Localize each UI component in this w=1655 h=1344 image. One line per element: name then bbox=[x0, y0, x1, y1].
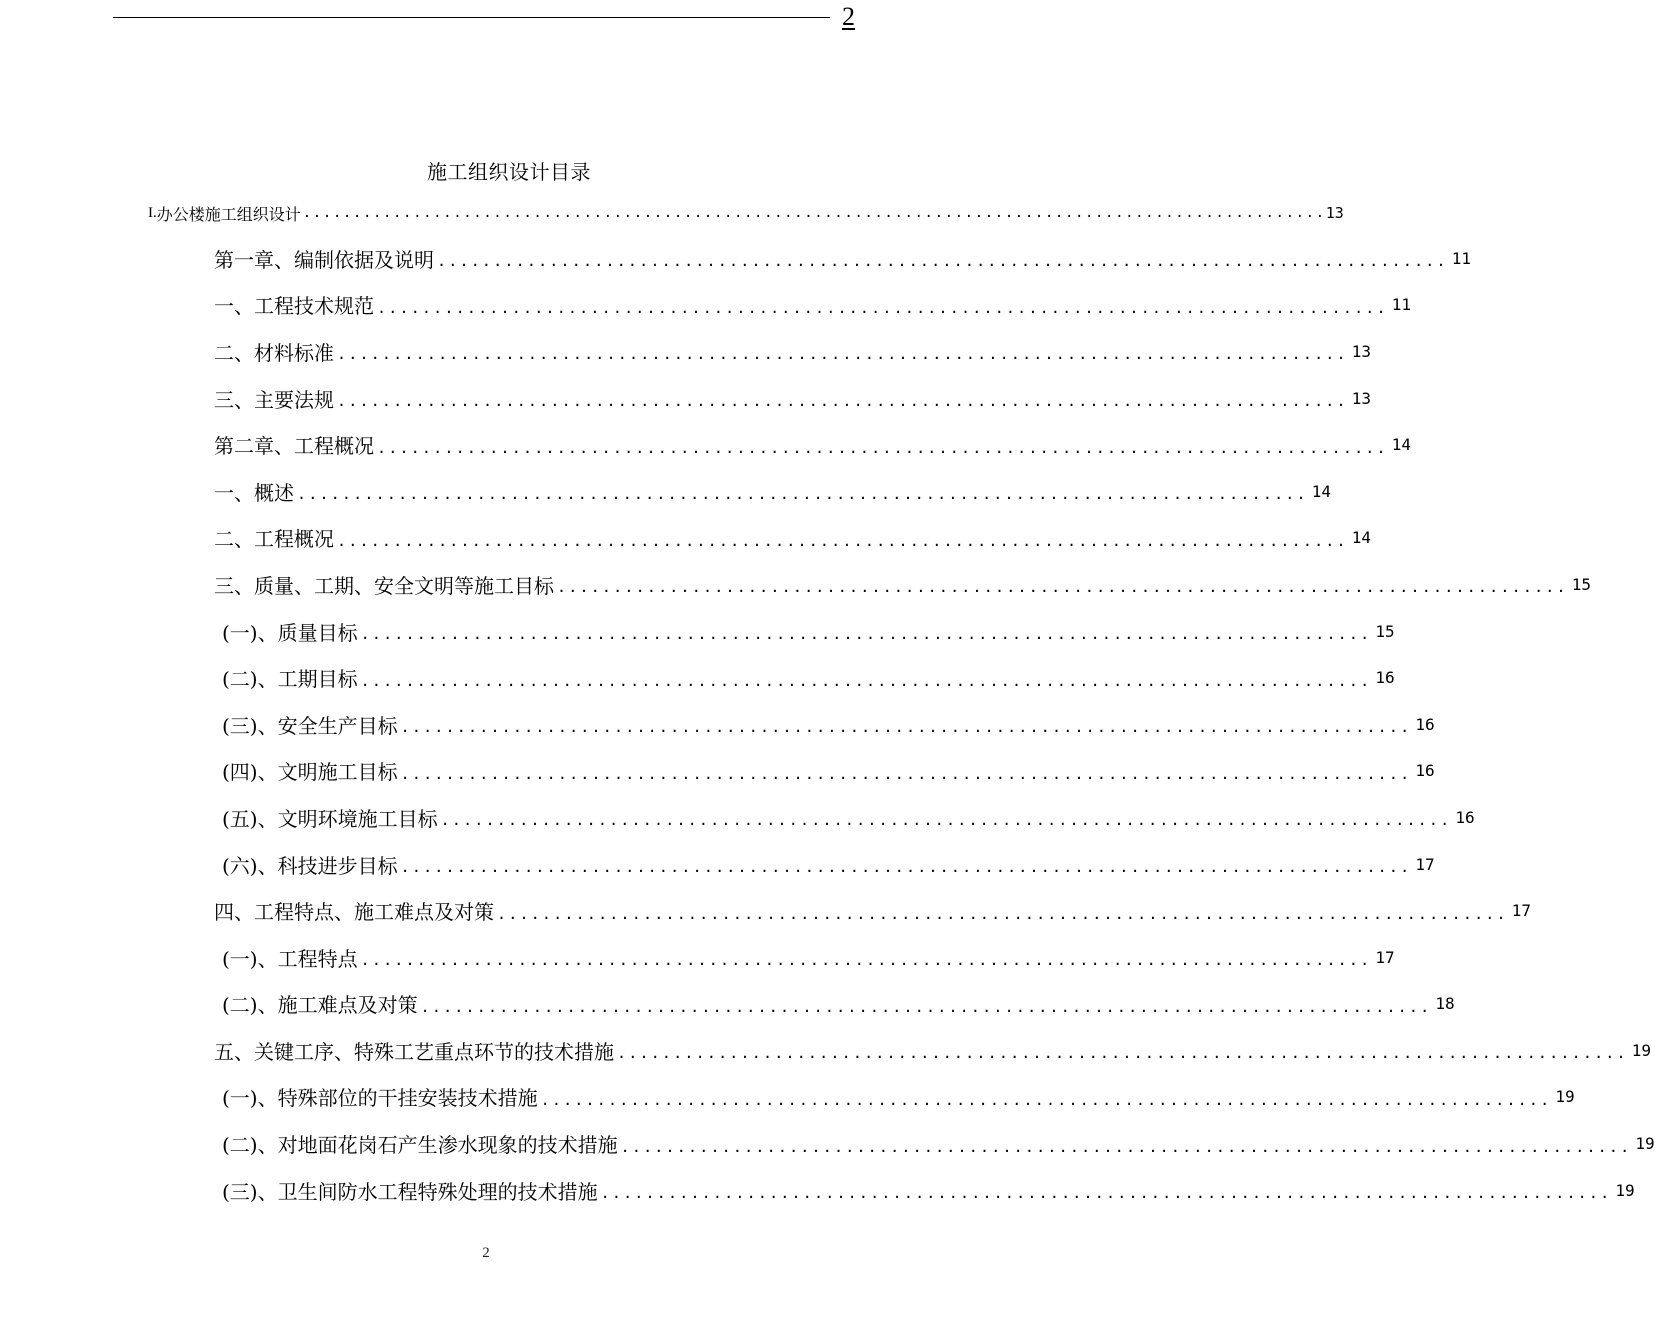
toc-leader-dots: .......................................................................................... bbox=[360, 625, 1372, 644]
toc-entry-label: (二)、工期目标 bbox=[222, 667, 358, 692]
toc-entry-label: 二、材料标准 bbox=[214, 340, 334, 365]
toc-leader-dots: .......................................................................................... bbox=[600, 1184, 1612, 1203]
toc-leader-dots: .......................................................................................... bbox=[337, 392, 1348, 411]
toc-entry-page: 16 bbox=[1415, 714, 1435, 734]
toc-top-entry[interactable] bbox=[148, 201, 1344, 225]
document-title: 施工组织设计目录 bbox=[427, 160, 591, 184]
toc-entry-page: 17 bbox=[1375, 947, 1395, 967]
toc-entry-page: 16 bbox=[1415, 761, 1435, 781]
toc-entry[interactable] bbox=[214, 701, 1435, 748]
toc-entry[interactable] bbox=[214, 934, 1395, 981]
toc-leader-dots: .......................................................................................... bbox=[617, 1044, 1628, 1063]
toc-entry[interactable] bbox=[214, 1167, 1635, 1214]
toc-entry-page: 19 bbox=[1555, 1087, 1575, 1107]
toc-entry[interactable] bbox=[214, 375, 1372, 422]
toc-leader-dots: ...................................................................................................... bbox=[302, 205, 1326, 221]
toc-leader-dots: .......................................................................................... bbox=[400, 858, 1412, 877]
toc-leader-dots: .......................................................................................... bbox=[620, 1137, 1632, 1156]
toc-top-page: 13 bbox=[1325, 204, 1344, 222]
toc-entry[interactable] bbox=[214, 887, 1532, 934]
toc-leader-dots: .......................................................................................... bbox=[360, 951, 1372, 970]
toc-entry-label: (四)、文明施工目标 bbox=[222, 760, 398, 785]
toc-leader-dots: .......................................................................................... bbox=[557, 578, 1568, 597]
toc-entry-label: (三)、安全生产目标 bbox=[222, 713, 398, 738]
toc-entry-page: 14 bbox=[1391, 435, 1412, 455]
toc-entry-page: 11 bbox=[1451, 248, 1472, 268]
toc-entry[interactable] bbox=[214, 748, 1435, 795]
toc-leader-dots: .......................................................................................... bbox=[377, 438, 1388, 457]
toc-leader-dots: .......................................................................................... bbox=[420, 997, 1432, 1016]
toc-entry-label: 二、工程概况 bbox=[214, 527, 334, 552]
toc-entry-page: 19 bbox=[1631, 1040, 1652, 1060]
toc-leader-dots: .......................................................................................... bbox=[337, 345, 1348, 364]
toc-entry[interactable] bbox=[214, 608, 1395, 655]
toc-entry-label: (二)、对地面花岗石产生渗水现象的技术措施 bbox=[222, 1133, 618, 1158]
toc-entry[interactable] bbox=[214, 1027, 1652, 1074]
toc-entry-page: 17 bbox=[1511, 901, 1532, 921]
footer-page-number: 2 bbox=[482, 1245, 490, 1261]
toc-entry-label: 三、质量、工期、安全文明等施工目标 bbox=[214, 573, 554, 598]
toc-entry[interactable] bbox=[214, 561, 1592, 608]
header-page-number: 2 bbox=[842, 2, 855, 31]
toc-leader-dots: .......................................................................................... bbox=[360, 671, 1372, 690]
toc-entry[interactable] bbox=[214, 235, 1472, 282]
toc-entry-label: 一、工程技术规范 bbox=[214, 294, 374, 319]
toc-entry-page: 19 bbox=[1635, 1134, 1655, 1154]
toc-entry-page: 14 bbox=[1311, 481, 1332, 501]
toc-entry-page: 15 bbox=[1375, 621, 1395, 641]
toc-leader-dots: .......................................................................................... bbox=[540, 1090, 1552, 1109]
toc-entry-label: 一、概述 bbox=[214, 480, 294, 505]
toc-entry-page: 13 bbox=[1351, 388, 1372, 408]
toc-entry[interactable] bbox=[214, 1074, 1575, 1121]
toc-entry[interactable] bbox=[214, 841, 1435, 888]
toc-leader-dots: .......................................................................................... bbox=[497, 904, 1508, 923]
toc-top-number: I. bbox=[148, 204, 157, 221]
toc-top-label: 办公楼施工组织设计 bbox=[156, 204, 301, 224]
toc-leader-dots: .......................................................................................... bbox=[400, 718, 1412, 737]
toc-entry-page: 19 bbox=[1615, 1180, 1635, 1200]
toc-entry-page: 17 bbox=[1415, 854, 1435, 874]
toc-entry-page: 15 bbox=[1571, 574, 1592, 594]
toc-entry-label: (二)、施工难点及对策 bbox=[222, 993, 418, 1018]
toc-entry-page: 16 bbox=[1375, 668, 1395, 688]
toc-entry[interactable] bbox=[214, 654, 1395, 701]
toc-entry-label: (三)、卫生间防水工程特殊处理的技术措施 bbox=[222, 1179, 598, 1204]
toc-leader-dots: .......................................................................................... bbox=[400, 764, 1412, 783]
toc-entry-label: (六)、科技进步目标 bbox=[222, 853, 398, 878]
toc-entry-label: 第二章、工程概况 bbox=[214, 434, 374, 459]
toc-entry[interactable] bbox=[214, 328, 1372, 375]
toc-entry[interactable] bbox=[214, 468, 1332, 515]
header-rule bbox=[113, 17, 830, 18]
toc-entry-label: (五)、文明环境施工目标 bbox=[222, 806, 438, 831]
toc-entry-label: (一)、工程特点 bbox=[222, 946, 358, 971]
toc-entry[interactable] bbox=[214, 515, 1372, 562]
toc-leader-dots: .......................................................................................... bbox=[377, 298, 1388, 317]
toc-entry-label: 第一章、编制依据及说明 bbox=[214, 247, 434, 272]
toc-list bbox=[214, 235, 1655, 1213]
toc-entry-page: 18 bbox=[1435, 994, 1455, 1014]
toc-entry-label: (一)、质量目标 bbox=[222, 620, 358, 645]
toc-entry-label: 四、工程特点、施工难点及对策 bbox=[214, 900, 494, 925]
toc-entry-page: 16 bbox=[1455, 807, 1475, 827]
toc-entry[interactable] bbox=[214, 282, 1412, 329]
toc-leader-dots: .......................................................................................... bbox=[337, 531, 1348, 550]
toc-leader-dots: .......................................................................................... bbox=[297, 485, 1308, 504]
toc-leader-dots: .......................................................................................... bbox=[440, 811, 1452, 830]
toc-entry[interactable] bbox=[214, 794, 1475, 841]
toc-entry-label: 三、主要法规 bbox=[214, 387, 334, 412]
toc-leader-dots: .......................................................................................... bbox=[437, 252, 1448, 271]
toc-entry-label: 五、关键工序、特殊工艺重点环节的技术措施 bbox=[214, 1039, 614, 1064]
toc-entry[interactable] bbox=[214, 1120, 1655, 1167]
toc-entry-page: 13 bbox=[1351, 341, 1372, 361]
toc-entry-page: 14 bbox=[1351, 528, 1372, 548]
toc-entry[interactable] bbox=[214, 981, 1455, 1028]
toc-entry[interactable] bbox=[214, 421, 1412, 468]
toc-entry-label: (一)、特殊部位的干挂安装技术措施 bbox=[222, 1086, 538, 1111]
toc-entry-page: 11 bbox=[1391, 295, 1412, 315]
